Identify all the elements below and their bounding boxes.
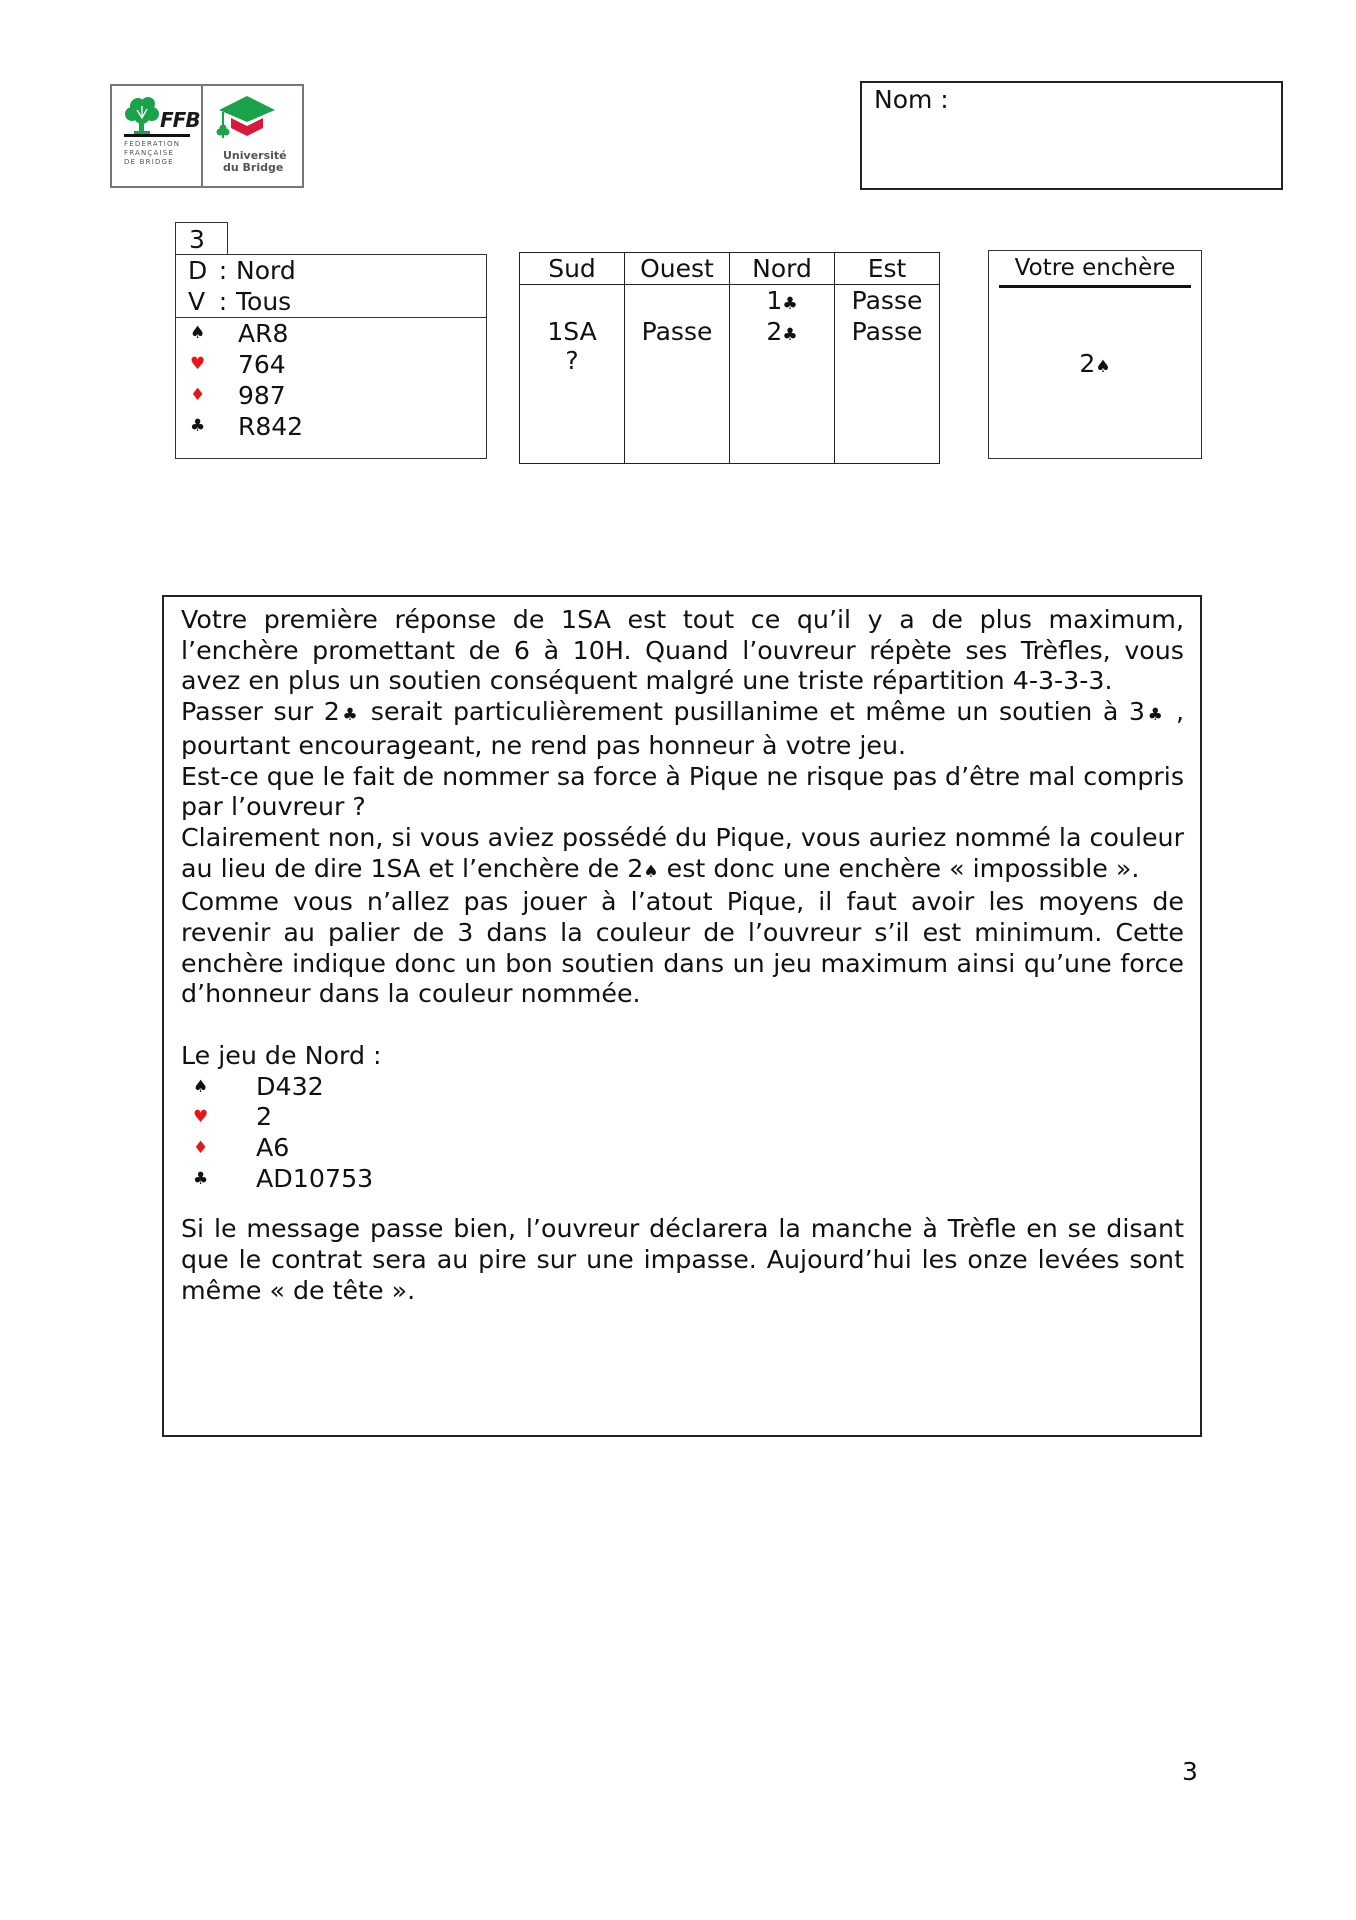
auction-bid bbox=[520, 285, 624, 316]
heart-icon: ♥ bbox=[190, 354, 206, 374]
auction-table bbox=[519, 252, 940, 464]
name-label: Nom : bbox=[874, 85, 949, 114]
dealer-value: Nord bbox=[236, 256, 296, 285]
auction-column-nord bbox=[730, 285, 835, 464]
logo bbox=[110, 84, 304, 188]
spade-icon: ♠ bbox=[193, 1076, 209, 1097]
spade-icon: ♠ bbox=[190, 323, 206, 343]
answer-title: Votre enchère bbox=[1014, 255, 1176, 281]
auction-header-row bbox=[520, 253, 940, 285]
auction-header-est: Est bbox=[835, 253, 940, 285]
suit-icon: ♣ bbox=[782, 294, 798, 314]
ffb-letters: FFB bbox=[160, 108, 200, 132]
north-diamond-cards: A6 bbox=[256, 1132, 290, 1162]
auction-bid: Passe bbox=[851, 286, 923, 315]
dealer-row: D : Nord bbox=[188, 256, 296, 285]
deal-box bbox=[175, 254, 487, 459]
universite-caption bbox=[223, 150, 287, 174]
auction-body-row bbox=[520, 285, 940, 464]
ffb-caption-line: FEDERATION bbox=[124, 140, 181, 148]
club-icon: ♣ bbox=[190, 416, 206, 436]
ffb-caption-line: FRANÇAISE bbox=[124, 149, 175, 157]
north-spade-cards: D432 bbox=[256, 1071, 324, 1101]
ffb-caption bbox=[124, 140, 194, 167]
vulnerability-value: Tous bbox=[236, 287, 292, 316]
suit-icon: ♣ bbox=[1145, 705, 1166, 726]
auction-column-sud bbox=[520, 285, 625, 464]
south-hand bbox=[176, 318, 486, 442]
suit-icon: ♣ bbox=[339, 705, 361, 726]
diamond-icon: ♦ bbox=[190, 385, 206, 405]
hand-row-spade bbox=[188, 318, 486, 349]
north-hand-row-diamond bbox=[181, 1133, 1184, 1164]
auction-bid: 1SA bbox=[547, 317, 597, 346]
diamond-icon: ♦ bbox=[193, 1137, 209, 1158]
ffb-caption-line: DE BRIDGE bbox=[124, 158, 174, 166]
graduation-cap-icon bbox=[213, 94, 283, 148]
explanation-paragraph: Passer sur 2♣ serait particulièrement pusillanime et même un soutien à 3♣ , pourtant encourageant, ne rend pas honneur à votre jeu. bbox=[181, 697, 1184, 760]
auction-bid-question: ? bbox=[565, 346, 579, 375]
hand-row-diamond bbox=[188, 380, 486, 411]
north-hand-row-club bbox=[181, 1164, 1184, 1195]
club-cards: R842 bbox=[238, 412, 304, 441]
heart-icon: ♥ bbox=[193, 1107, 209, 1128]
auction-bid: 2♣ bbox=[766, 317, 798, 346]
auction-column-ouest bbox=[625, 285, 730, 464]
page-number: 3 bbox=[1182, 1757, 1198, 1786]
dealer-label: D bbox=[188, 256, 208, 285]
auction-column-est bbox=[835, 285, 940, 464]
explanation-paragraph: Clairement non, si vous aviez possédé du Pique, vous auriez nommé la couleur au lieu de dire 1SA et l’enchère de 2♠ est donc une enchère « impossible ». bbox=[181, 822, 1184, 883]
north-hand-row-spade bbox=[181, 1072, 1184, 1103]
north-hand-label: Le jeu de Nord : bbox=[181, 1040, 382, 1070]
explanation-paragraph: Est-ce que le fait de nommer sa force à Pique ne risque pas d’être mal compris par l’ouvreur ? bbox=[181, 761, 1184, 822]
spacer bbox=[181, 1194, 1184, 1214]
spacer bbox=[181, 1010, 1184, 1041]
explanation-paragraph: Votre première réponse de 1SA est tout ce qu’il y a de plus maximum, l’enchère promettant de 6 à 10H. Quand l’ouvreur répète ses Trèfles, vous avez en plus un soutien conséquent malgré une triste répartition 4-3-3-3. bbox=[181, 605, 1184, 696]
auction-header-nord: Nord bbox=[730, 253, 835, 285]
auction-header-sud: Sud bbox=[520, 253, 625, 285]
north-heart-cards: 2 bbox=[256, 1102, 273, 1132]
universite-logo bbox=[203, 86, 302, 186]
heart-cards: 764 bbox=[238, 350, 286, 379]
deal-info bbox=[176, 255, 486, 318]
auction-header-ouest: Ouest bbox=[625, 253, 730, 285]
ffb-logo bbox=[112, 86, 203, 186]
answer-title-rule bbox=[999, 285, 1191, 288]
explanation-paragraph: Comme vous n’allez pas jouer à l’atout Pique, il faut avoir les moyens de revenir au palier de 3 dans la couleur de l’ouvreur s’il est minimum. Cette enchère indique donc un bon soutien dans un jeu maximum ainsi qu’une force d’honneur dans la couleur nommée. bbox=[181, 887, 1184, 1009]
univ-caption-line: Université bbox=[223, 149, 287, 162]
deal-number: 3 bbox=[175, 222, 228, 255]
spade-icon: ♠ bbox=[1095, 357, 1111, 377]
answer-bid-level: 2 bbox=[1079, 349, 1096, 378]
auction-bid bbox=[625, 285, 729, 316]
suit-icon: ♠ bbox=[643, 861, 659, 882]
name-field[interactable] bbox=[860, 81, 1283, 190]
hand-row-club bbox=[188, 411, 486, 442]
vulnerability-label: V bbox=[188, 287, 206, 316]
auction-bid: Passe bbox=[641, 317, 713, 346]
spade-cards: AR8 bbox=[238, 319, 289, 348]
auction-bid: 1♣ bbox=[766, 286, 798, 315]
club-icon: ♣ bbox=[193, 1168, 209, 1189]
suit-icon: ♣ bbox=[782, 325, 798, 345]
north-hand-row-heart bbox=[181, 1102, 1184, 1133]
conclusion-paragraph: Si le message passe bien, l’ouvreur déclarera la manche à Trèfle en se disant que le contrat sera au pire sur une impasse. Aujourd’hui les onze levées sont même « de tête ». bbox=[181, 1214, 1184, 1305]
answer-box bbox=[988, 250, 1202, 459]
explanation-box bbox=[162, 595, 1202, 1437]
logo-rule bbox=[124, 134, 190, 137]
univ-caption-line: du Bridge bbox=[223, 161, 284, 174]
auction-bid: Passe bbox=[851, 317, 923, 346]
diamond-cards: 987 bbox=[238, 381, 286, 410]
answer-bid bbox=[989, 349, 1201, 378]
hand-row-heart bbox=[188, 349, 486, 380]
vulnerability-row: V : Tous bbox=[188, 287, 292, 316]
north-club-cards: AD10753 bbox=[256, 1163, 374, 1193]
